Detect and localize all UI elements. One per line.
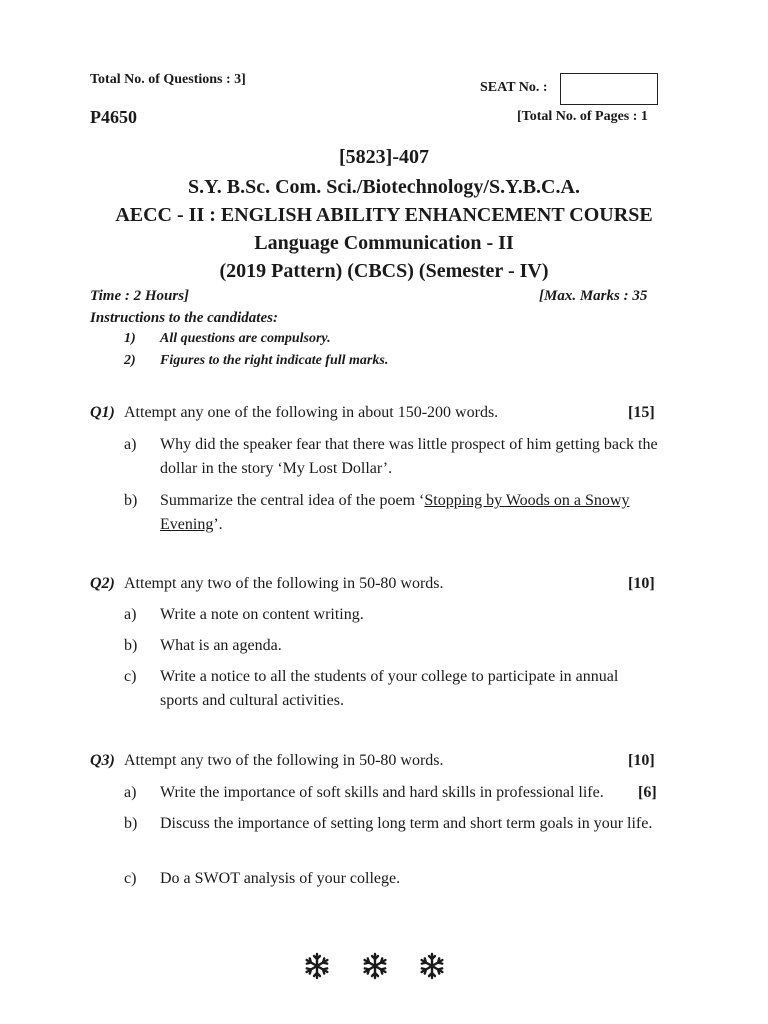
snowflake-icon — [417, 951, 447, 981]
snowflake-icon — [302, 951, 332, 981]
question-number: Q3) — [90, 752, 115, 769]
time-label: Time : 2 Hours] — [90, 288, 190, 304]
item-label: c) — [124, 870, 137, 887]
item-text: Do a SWOT analysis of your college. — [160, 870, 401, 887]
paper-title: Language Communication - II — [254, 232, 514, 254]
total-questions: Total No. of Questions : 3] — [90, 72, 246, 87]
instructions-heading: Instructions to the candidates: — [90, 310, 278, 326]
item-label: a) — [124, 436, 137, 453]
item-text: Discuss the importance of setting long term and short term goals in your life. — [160, 815, 653, 832]
item-text: Summarize the central idea of the poem ‘Stopping by Woods on a Snowy Evening’. — [160, 492, 630, 533]
seat-no-box — [560, 73, 658, 105]
item-label: b) — [124, 815, 138, 832]
instruction-text: All questions are compulsory. — [160, 331, 331, 346]
instruction-text: Figures to the right indicate full marks. — [160, 353, 389, 368]
instruction-number: 2) — [124, 353, 136, 368]
item-text: Write the importance of soft skills and hard skills in professional life. — [160, 784, 604, 801]
item-marks: [6] — [638, 784, 657, 801]
exam-code: [5823]-407 — [339, 146, 429, 168]
subject-title: AECC - II : ENGLISH ABILITY ENHANCEMENT COURSE — [115, 204, 653, 226]
course-title: S.Y. B.Sc. Com. Sci./Biotechnology/S.Y.B.C.A. — [188, 176, 580, 198]
instruction-number: 1) — [124, 331, 136, 346]
question-prompt: Attempt any two of the following in 50-80 words. — [124, 575, 444, 592]
question-marks: [10] — [628, 575, 655, 592]
max-marks-label: [Max. Marks : 35 — [539, 288, 648, 304]
poem-title: Stopping by Woods on a Snowy Evening — [160, 492, 630, 533]
item-text: What is an agenda. — [160, 637, 282, 654]
item-text: Write a note on content writing. — [160, 606, 364, 623]
pattern-title: (2019 Pattern) (CBCS) (Semester - IV) — [219, 260, 549, 282]
item-label: c) — [124, 668, 137, 685]
item-label: a) — [124, 784, 137, 801]
item-label: b) — [124, 637, 138, 654]
item-text: Why did the speaker fear that there was little prospect of him getting back the dollar in the story ‘My Lost Dollar’. — [160, 436, 658, 477]
snowflake-icon — [360, 951, 390, 981]
item-label: b) — [124, 492, 138, 509]
item-text: Write a notice to all the students of your college to participate in annual sports and cultural activities. — [160, 668, 619, 709]
item-label: a) — [124, 606, 137, 623]
total-pages: [Total No. of Pages : 1 — [517, 109, 648, 124]
question-number: Q2) — [90, 575, 115, 592]
question-number: Q1) — [90, 404, 115, 421]
seat-no-label: SEAT No. : — [480, 80, 548, 95]
paper-code: P4650 — [90, 107, 137, 127]
question-marks: [15] — [628, 404, 655, 421]
question-prompt: Attempt any two of the following in 50-80 words. — [124, 752, 444, 769]
question-marks: [10] — [628, 752, 655, 769]
question-prompt: Attempt any one of the following in about 150-200 words. — [124, 404, 499, 421]
